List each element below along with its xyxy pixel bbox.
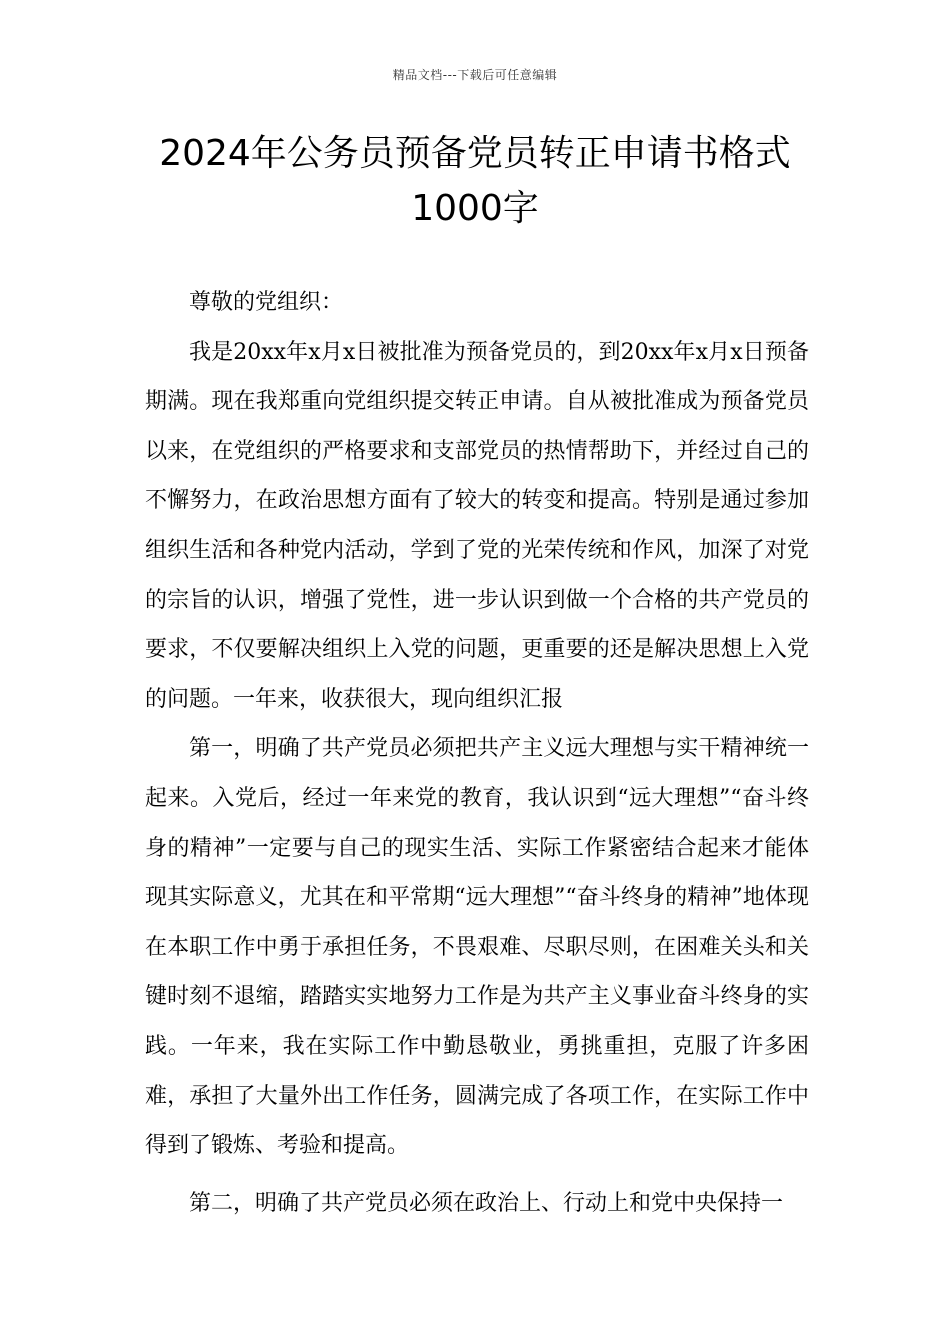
paragraph-intro: 我是20xx年x月x日被批准为预备党员的，到20xx年x月x日预备期满。现在我郑重向党组织提交转正申请。自从被批准成为预备党员以来，在党组织的严格要求和支部党员的热情帮助下，并经过自己的不懈努力，在政治思想方面有了较大的转变和提高。特别是通过参加组织生活和各种党内活动，学到了党的光荣传统和作风，加深了对党的宗旨的认识，增强了党性，进一步认识到做一个合格的共产党员的要求，不仅要解决组织上入党的问题，更重要的还是解决思想上入党的问题。一年来，收获很大，现向组织汇报 [145, 339, 809, 712]
salutation: 尊敬的党组织： [189, 290, 344, 315]
header-note: 精品文档---下载后可任意编辑 [392, 68, 558, 82]
paragraph-second-point: 第二，明确了共产党员必须在政治上、行动上和党中央保持一 [189, 1190, 784, 1216]
document-body [145, 278, 809, 1228]
paragraph-first-point: 第一，明确了共产党员必须把共产主义远大理想与实干精神统一起来。入党后，经过一年来党的教育，我认识到“远大理想”“奋斗终身的精神”一定要与自己的现实生活、实际工作紧密结合起来才能体现其实际意义，尤其在和平常期“远大理想”“奋斗终身的精神”地体现在本职工作中勇于承担任务，不畏艰难、尽职尽则，在困难关头和关键时刻不退缩，踏踏实实地努力工作是为共产主义事业奋斗终身的实践。一年来，我在实际工作中勤恳敬业，勇挑重担，克服了许多困难，承担了大量外出工作任务，圆满完成了各项工作，在实际工作中得到了锻炼、考验和提高。 [145, 736, 809, 1159]
document-title: 2024年公务员预备党员转正申请书格式1000字 [159, 133, 791, 229]
